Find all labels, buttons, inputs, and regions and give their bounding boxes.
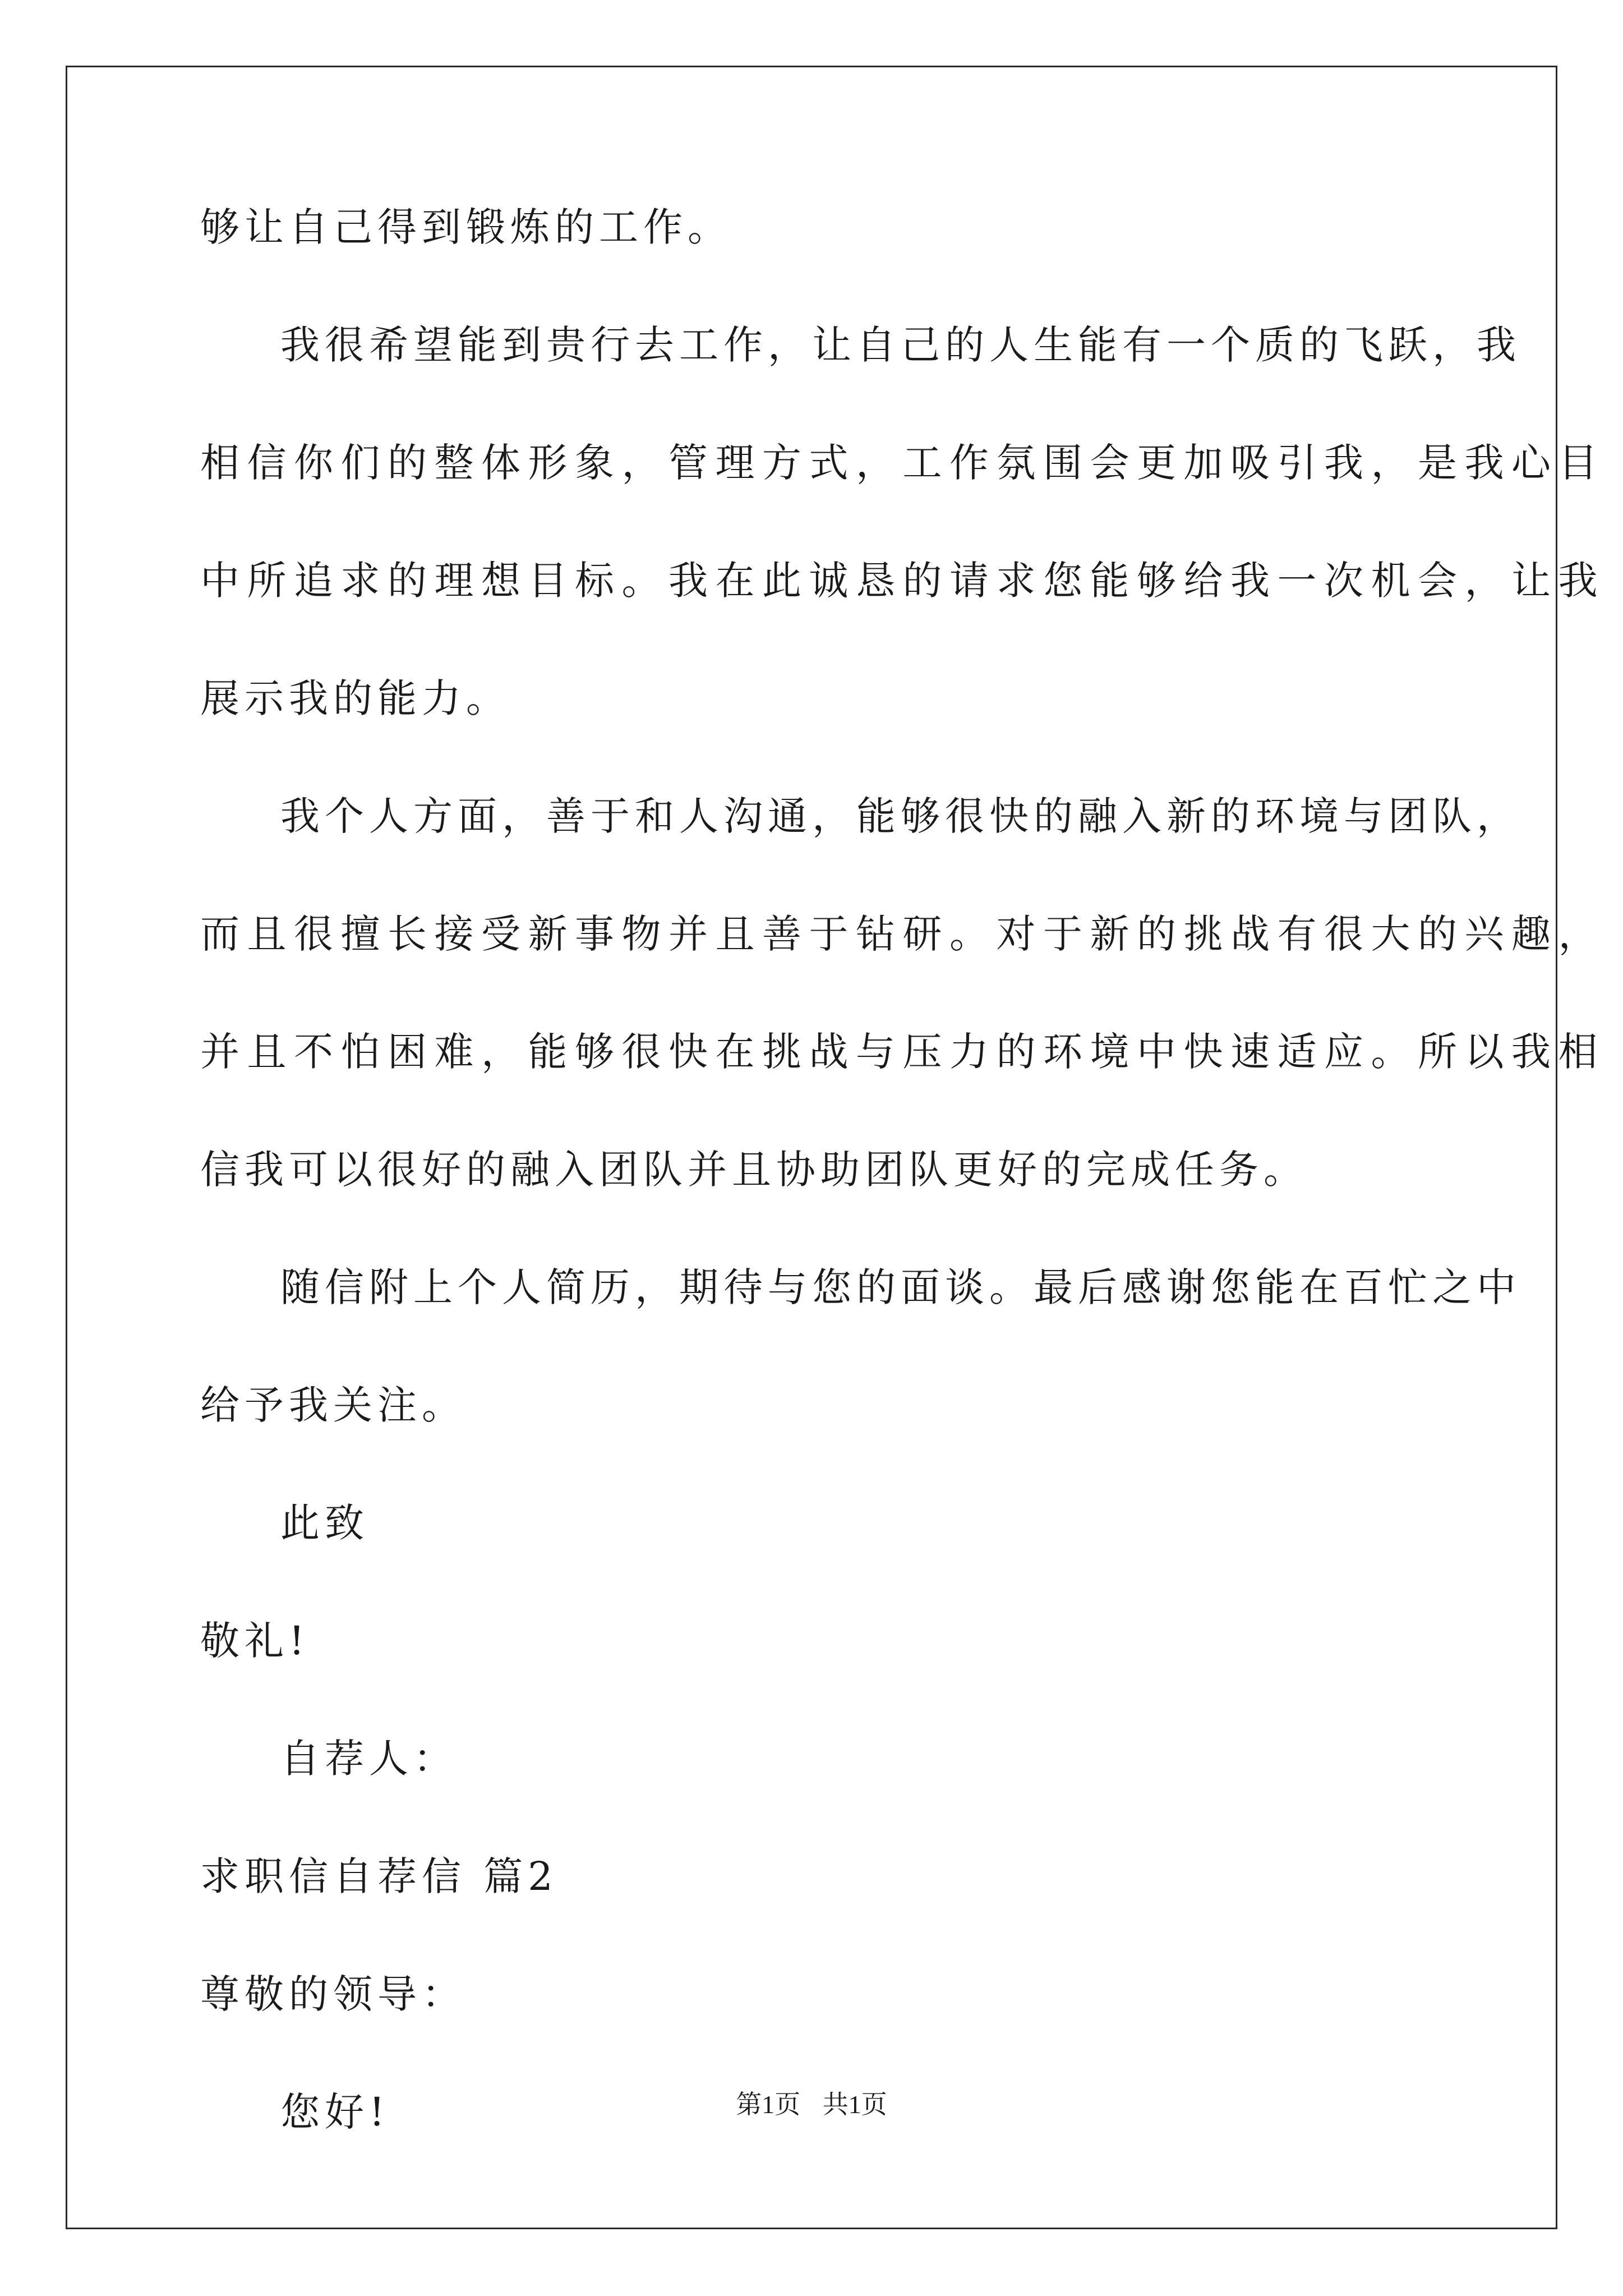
text-line: 信我可以很好的融入团队并且协助团队更好的完成任务。 (200, 1147, 1308, 1193)
signature-label: 自荐人： (280, 1736, 458, 1782)
greeting-recipient: 尊敬的领导： (200, 1971, 466, 2017)
text-line: 给予我关注。 (200, 1382, 466, 1428)
page-footer (0, 2088, 1623, 2122)
text-line: 我很希望能到贵行去工作，让自己的人生能有一个质的飞跃，我 (280, 322, 1521, 368)
document-body (200, 197, 1605, 2200)
text-line: 而且很擅长接受新事物并且善于钻研。对于新的挑战有很大的兴趣， (200, 911, 1605, 957)
text-line: 我个人方面，善于和人沟通，能够很快的融入新的环境与团队， (280, 793, 1521, 839)
closing-salutation: 此致 (280, 1500, 369, 1546)
section-heading: 求职信自荐信 篇2 (200, 1853, 558, 1899)
text-line: 中所追求的理想目标。我在此诚恳的请求您能够给我一次机会，让我 (200, 558, 1605, 604)
page-total: 共1页 (822, 2090, 887, 2119)
text-line: 够让自己得到锻炼的工作。 (200, 204, 732, 250)
text-line: 相信你们的整体形象，管理方式，工作氛围会更加吸引我，是我心目 (200, 440, 1605, 486)
closing-regards: 敬礼! (200, 1618, 310, 1664)
greeting: 您好! (280, 2089, 390, 2135)
text-line: 随信附上个人简历，期待与您的面谈。最后感谢您能在百忙之中 (280, 1264, 1521, 1310)
text-line: 并且不怕困难，能够很快在挑战与压力的环境中快速适应。所以我相 (200, 1029, 1605, 1075)
text-line: 展示我的能力。 (200, 675, 510, 721)
page-number: 第1页 (736, 2090, 801, 2119)
